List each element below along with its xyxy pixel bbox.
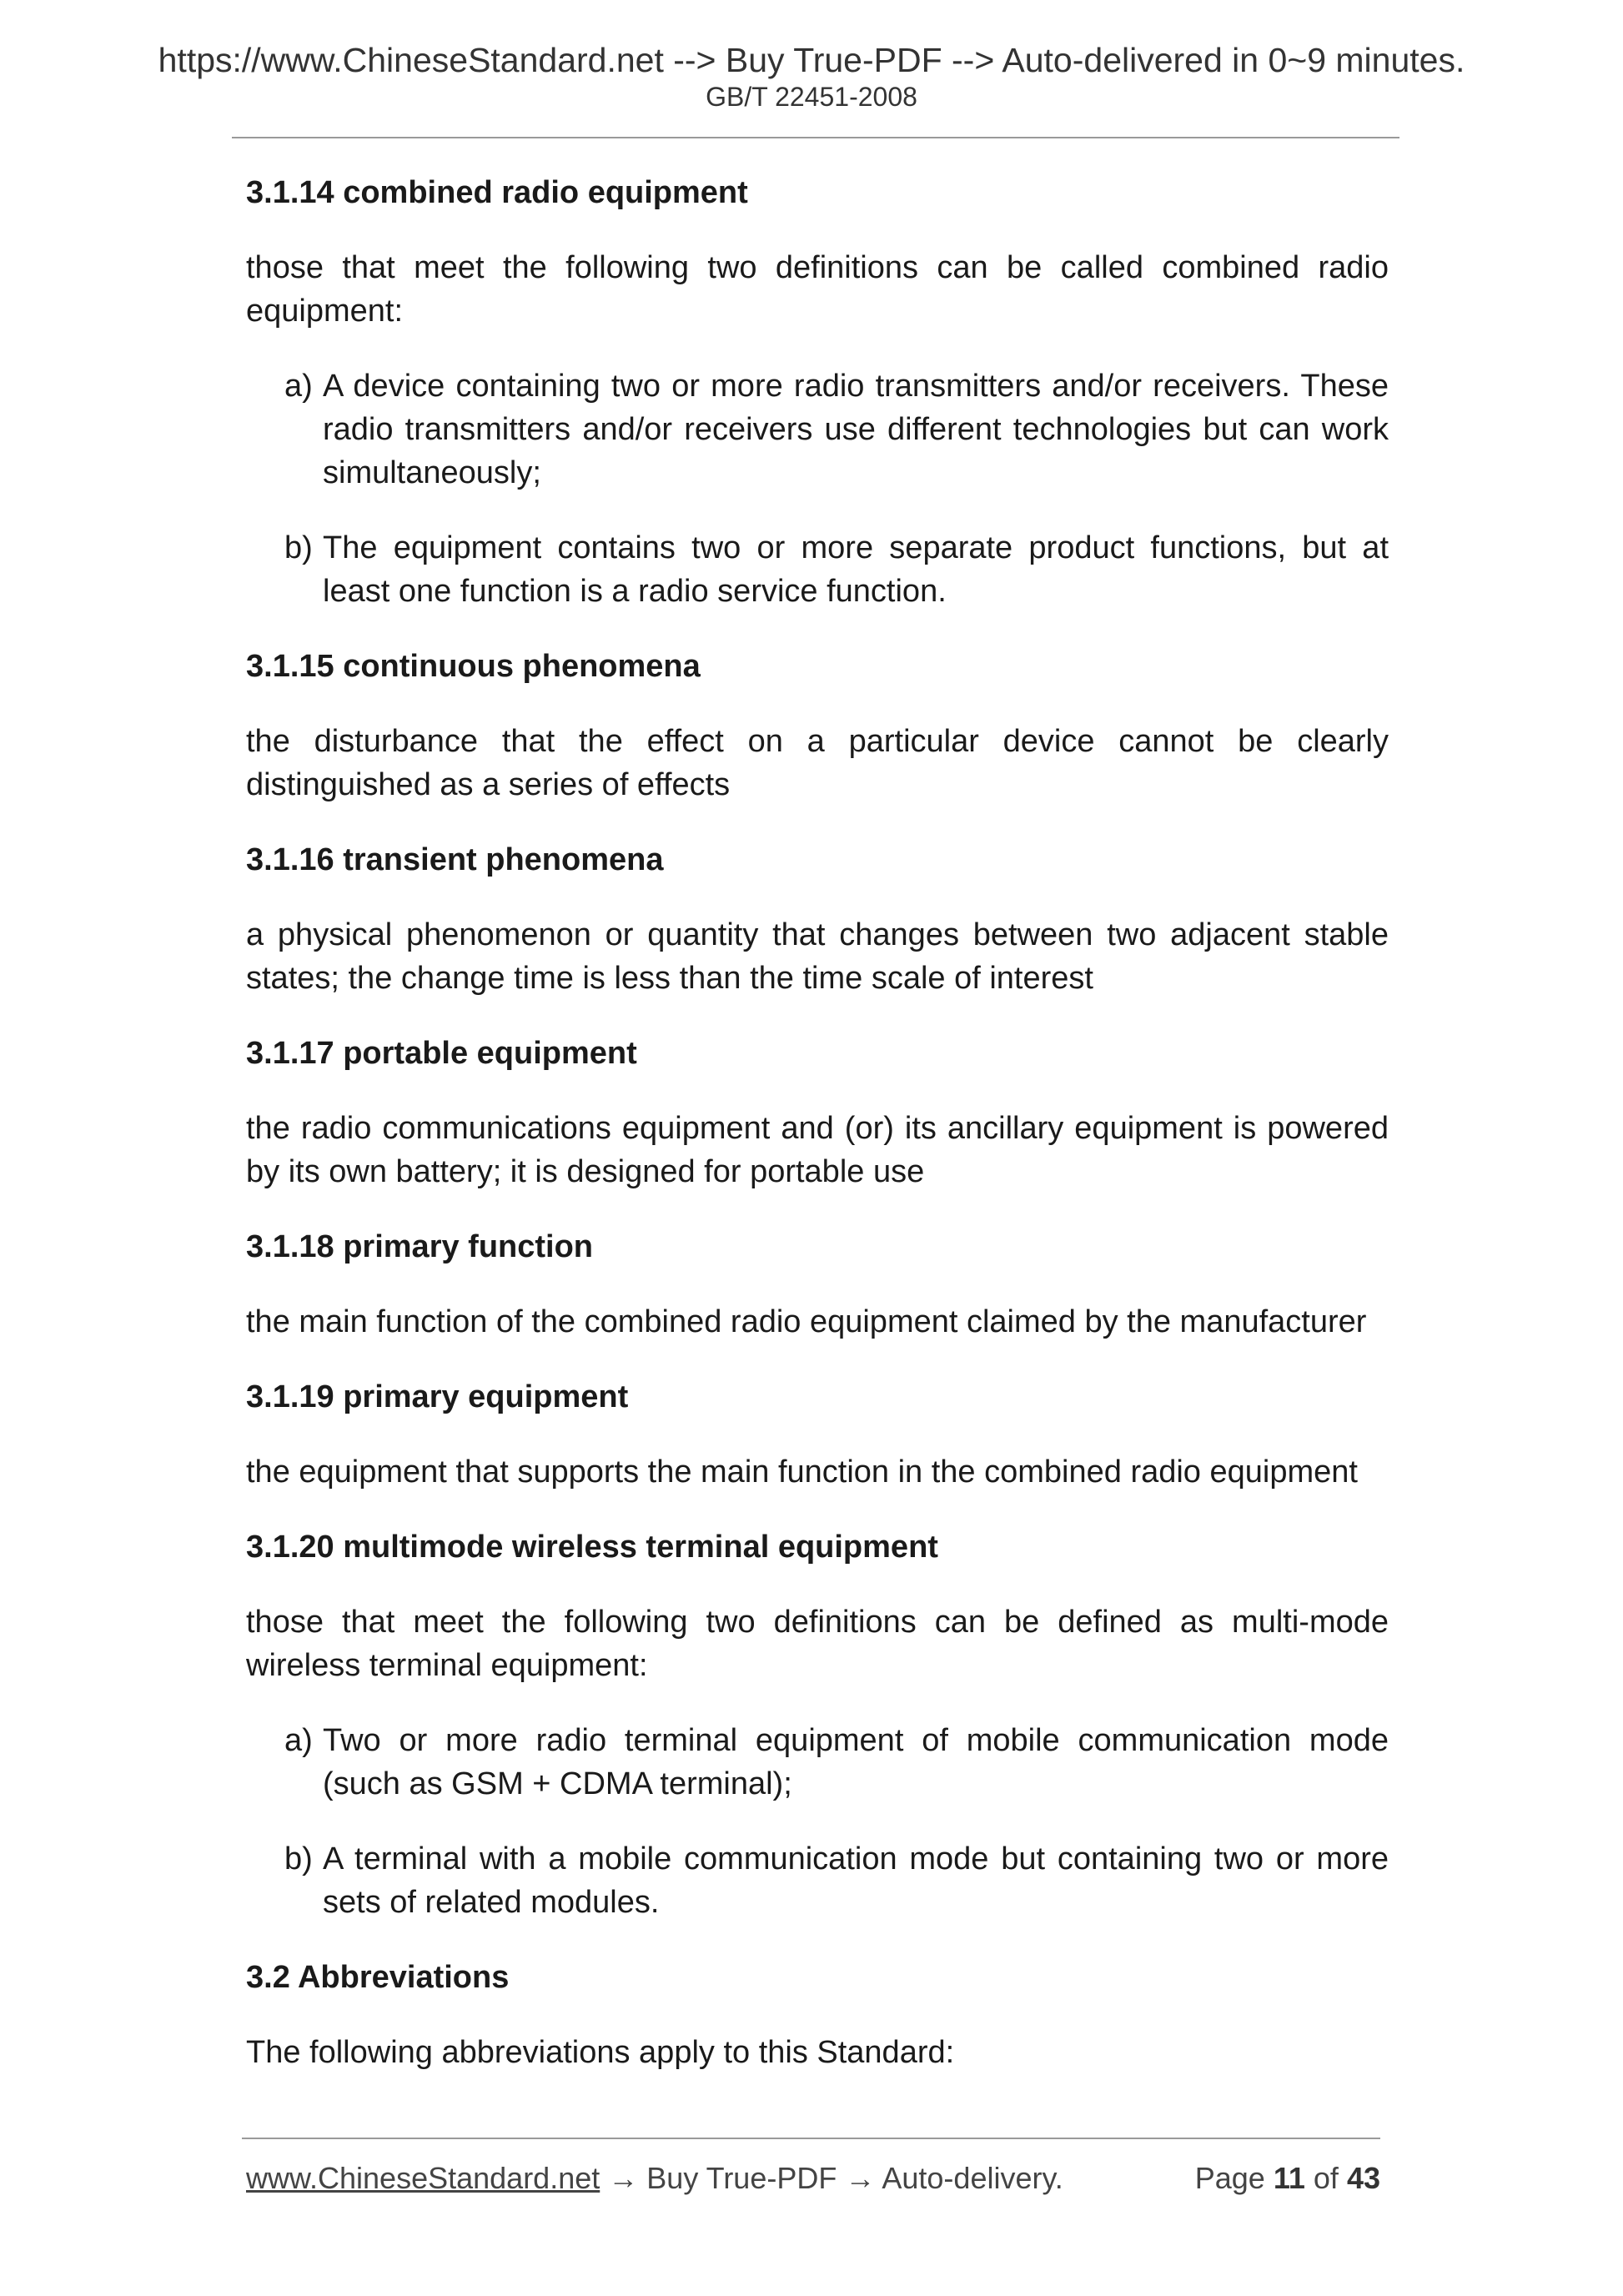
page-number: 11 [1273, 2161, 1305, 2195]
section-3-1-19 [246, 1375, 1389, 1494]
section-heading: 3.1.18 primary function [246, 1229, 594, 1264]
footer-buy-text: Buy True-PDF [646, 2161, 837, 2195]
list-item-text: Two or more radio terminal equipment of mobile communication mode (such as GSM + CDMA terminal); [323, 1723, 1389, 1801]
footer-site-link[interactable]: www.ChineseStandard.net [246, 2161, 600, 2195]
arrow-right-icon: → [845, 2161, 876, 2195]
page-footer [246, 2160, 1380, 2197]
section-heading: 3.1.19 primary equipment [246, 1379, 629, 1414]
section-body: the equipment that supports the main function in the combined radio equipment [246, 1454, 1358, 1490]
document-body [246, 171, 1389, 2106]
section-body: the main function of the combined radio equipment claimed by the manufacturer [246, 1304, 1367, 1339]
section-body: those that meet the following two definitions can be called combined radio equipment: [246, 250, 1389, 329]
section-body: The following abbreviations apply to this Standard: [246, 2035, 955, 2070]
section-heading: 3.1.17 portable equipment [246, 1036, 637, 1071]
list-item [284, 364, 1389, 495]
page-of-label: of [1313, 2161, 1339, 2195]
section-3-1-17 [246, 1032, 1389, 1193]
section-3-1-20 [246, 1525, 1389, 1924]
standard-id: GB/T 22451-2008 [706, 82, 917, 112]
section-body: the disturbance that the effect on a particular device cannot be clearly distinguished as a series of effects [246, 724, 1389, 802]
section-heading: 3.1.14 combined radio equipment [246, 175, 748, 210]
section-3-1-16 [246, 838, 1389, 1000]
section-heading: 3.1.20 multimode wireless terminal equipment [246, 1530, 938, 1565]
arrow-right-icon: → [608, 2161, 639, 2195]
list-item [284, 1719, 1389, 1806]
page-indicator [1195, 2160, 1380, 2197]
header-url-line: https://www.ChineseStandard.net --> Buy True-PDF --> Auto-delivered in 0~9 minutes. [158, 41, 1465, 79]
section-3-1-18 [246, 1225, 1389, 1344]
list-item-text: The equipment contains two or more separate product functions, but at least one function is a radio service function. [323, 530, 1389, 609]
section-3-1-14 [246, 171, 1389, 613]
section-body: the radio communications equipment and (or) its ancillary equipment is powered by its own battery; it is designed for portable use [246, 1111, 1389, 1189]
section-3-1-15 [246, 645, 1389, 806]
section-heading: 3.2 Abbreviations [246, 1960, 510, 1995]
list-item-label: b) [284, 530, 313, 565]
list-item-label: b) [284, 1841, 313, 1876]
page-total: 43 [1346, 2161, 1380, 2195]
list-item-text: A device containing two or more radio transmitters and/or receivers. These radio transmitters and/or receivers use different technologies but can work simultaneously; [323, 369, 1389, 490]
list-item [284, 526, 1389, 613]
list-item-label: a) [284, 369, 313, 404]
section-heading: 3.1.16 transient phenomena [246, 842, 664, 877]
section-body: those that meet the following two definitions can be defined as multi-mode wireless terminal equipment: [246, 1605, 1389, 1683]
section-3-2 [246, 1956, 1389, 2074]
list-item-text: A terminal with a mobile communication mode but containing two or more sets of related modules. [323, 1841, 1389, 1920]
section-body: a physical phenomenon or quantity that changes between two adjacent stable states; the change time is less than the time scale of interest [246, 917, 1389, 996]
header-divider [232, 137, 1399, 138]
page-label: Page [1194, 2161, 1265, 2195]
section-heading: 3.1.15 continuous phenomena [246, 649, 701, 684]
list-item [284, 1837, 1389, 1924]
list-item-label: a) [284, 1723, 313, 1758]
footer-divider [242, 2138, 1380, 2139]
footer-delivery-text: Auto-delivery. [882, 2161, 1063, 2195]
